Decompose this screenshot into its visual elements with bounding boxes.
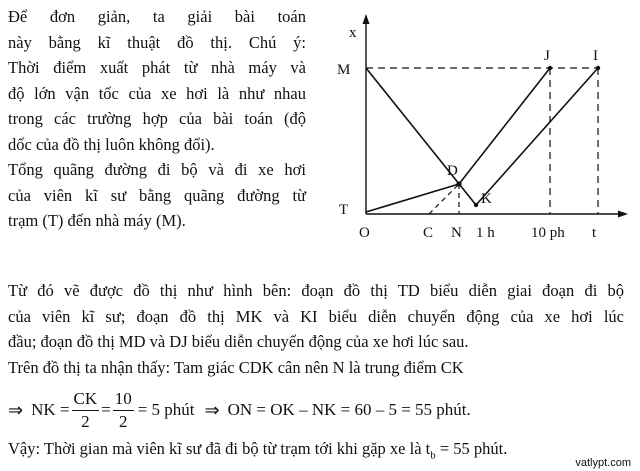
origin-label: O bbox=[359, 225, 370, 241]
point-t-label: T bbox=[339, 202, 349, 218]
explanation-paragraph bbox=[8, 278, 624, 380]
formula-result: = 5 phút bbox=[137, 400, 195, 419]
intro-line: dốc của đồ thị luôn không đổi). bbox=[8, 134, 215, 154]
fraction-denominator: 2 bbox=[118, 411, 128, 431]
fraction-denominator: 2 bbox=[81, 411, 90, 431]
y-axis-arrowhead bbox=[363, 14, 370, 24]
implies-arrow: ⇒ bbox=[204, 399, 220, 421]
formula-lhs: NK = bbox=[31, 400, 70, 419]
intro-line: này bằng kĩ thuật đồ thị. Chú ý: bbox=[8, 32, 306, 52]
tick-1h-label: 1 h bbox=[476, 225, 495, 241]
point-k-marker bbox=[474, 203, 478, 207]
explanation-line: Trên đồ thị ta nhận thấy: Tam giác CDK cân nên N là trung điểm CK bbox=[8, 357, 464, 377]
tick-n-label: N bbox=[451, 225, 462, 241]
formula-rest: ON = OK – NK = 60 – 5 = 55 phút. bbox=[227, 400, 471, 419]
point-j-marker bbox=[548, 66, 552, 70]
axis-y-label: x bbox=[349, 25, 357, 41]
formula-row bbox=[8, 384, 471, 436]
point-i-label: I bbox=[593, 48, 598, 64]
intro-line: của viên kĩ sư bằng quãng đường từ bbox=[8, 185, 306, 205]
intro-line: Thời điểm xuất phát từ nhà máy và bbox=[8, 58, 306, 77]
x-axis-arrowhead bbox=[618, 211, 628, 218]
intro-line: Tổng quãng đường đi bộ và đi xe hơi bbox=[8, 160, 306, 179]
fraction-numerator: 10 bbox=[113, 388, 134, 411]
fraction-ck-over-2 bbox=[72, 388, 100, 433]
site-watermark: vatlypt.com bbox=[575, 457, 631, 469]
conclusion-text: Vậy: Thời gian mà viên kĩ sư đã đi bộ từ trạm tới khi gặp xe là t bbox=[8, 439, 431, 458]
axis-t-label: t bbox=[592, 225, 597, 241]
conclusion-subscript: b bbox=[430, 449, 436, 462]
fraction-10-over-2 bbox=[113, 388, 134, 433]
intro-line: Để đơn giản, ta giải bài toán bbox=[8, 7, 306, 26]
intro-line: độ lớn vận tốc của xe hơi là như nhau bbox=[8, 83, 306, 103]
position-time-graph bbox=[333, 0, 640, 245]
point-m-label: M bbox=[337, 62, 351, 78]
intro-line: trong các trường hợp của bài toán (độ bbox=[8, 109, 306, 128]
explanation-line: Từ đó vẽ được đồ thị như hình bên: đoạn đồ thị TD biểu diễn giai đoạn đi bộ bbox=[8, 281, 624, 300]
tick-c-label: C bbox=[423, 225, 434, 241]
explanation-line: đầu; đoạn đồ thị MD và DJ biểu diễn chuyển động của xe hơi lúc sau. bbox=[8, 332, 469, 351]
explanation-line: của viên kĩ sư; đoạn đồ thị MK và KI biểu diễn chuyển động của xe hơi lúc bbox=[8, 306, 624, 326]
segment-dj bbox=[459, 68, 550, 184]
implies-arrow: ⇒ bbox=[8, 399, 24, 421]
formula-equals: = bbox=[101, 400, 111, 419]
conclusion-line bbox=[8, 436, 507, 468]
point-j-label: J bbox=[544, 48, 550, 64]
segment-ki bbox=[476, 68, 598, 205]
tick-10ph-label: 10 ph bbox=[531, 225, 565, 241]
point-i-marker bbox=[596, 66, 600, 70]
point-d-marker bbox=[456, 181, 461, 186]
point-k-label: K bbox=[481, 191, 492, 207]
intro-line: trạm (T) đến nhà máy (M). bbox=[8, 211, 186, 230]
fraction-numerator: CK bbox=[72, 388, 100, 411]
point-d-label: D bbox=[447, 163, 458, 179]
conclusion-tail: = 55 phút. bbox=[435, 439, 508, 458]
intro-paragraph bbox=[8, 4, 306, 234]
